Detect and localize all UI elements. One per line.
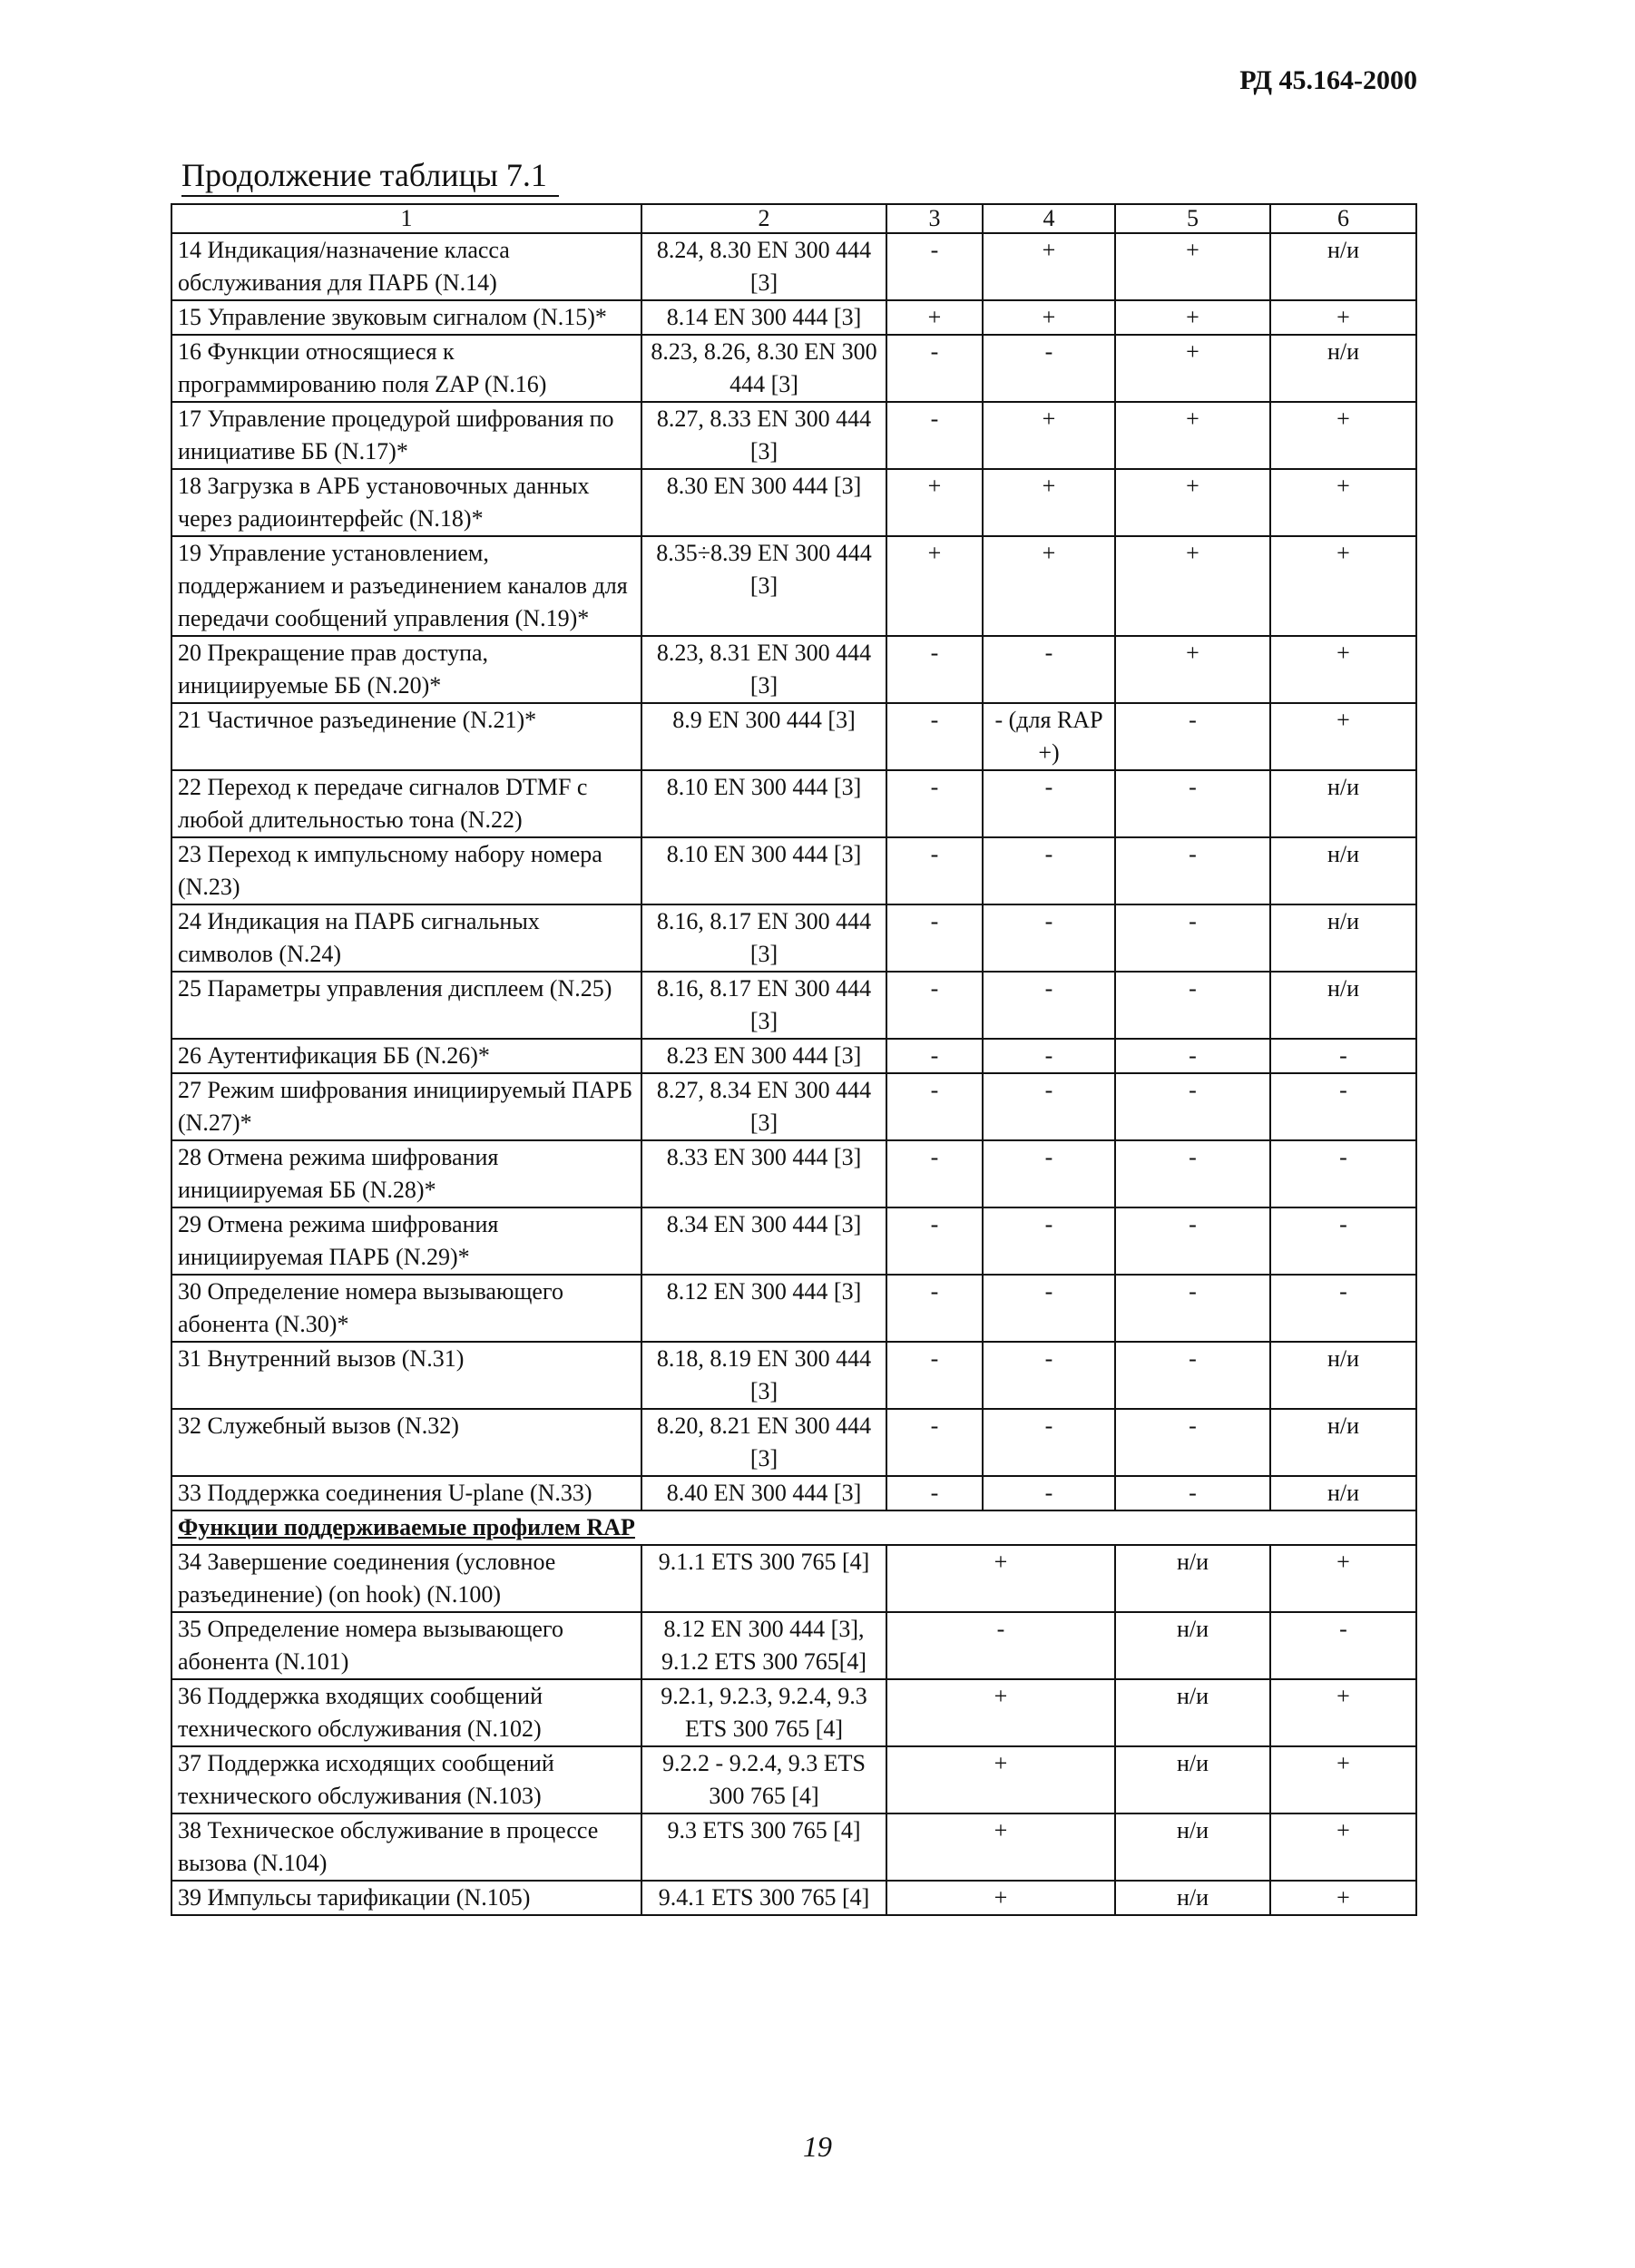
table-row (171, 1746, 1416, 1813)
document-code: РД 45.164-2000 (1239, 65, 1417, 95)
table-body (171, 204, 1416, 1915)
column-header: 4 (983, 204, 1115, 233)
table-cell: 30 Определение номера вызывающего абонента (N.30)* (171, 1275, 641, 1342)
table-cell: н/и (1270, 904, 1416, 972)
table-row (171, 469, 1416, 536)
table-cell: - (983, 770, 1115, 837)
table-cell: 16 Функции относящиеся к программированию поля ZAP (N.16) (171, 335, 641, 402)
table-cell: - (983, 972, 1115, 1039)
table-cell: + (983, 233, 1115, 300)
table-row (171, 1073, 1416, 1140)
table-cell: - (983, 1073, 1115, 1140)
table-cell: - (1270, 1275, 1416, 1342)
table-cell: 8.34 EN 300 444 [3] (641, 1207, 886, 1275)
table-cell: - (886, 1039, 983, 1073)
table-cell: - (886, 703, 983, 770)
table-cell: н/и (1115, 1679, 1270, 1746)
table-cell: - (1115, 1275, 1270, 1342)
table-row (171, 1476, 1416, 1510)
table-row (171, 536, 1416, 636)
table-row (171, 1679, 1416, 1746)
table-cell: 28 Отмена режима шифрования инициируемая ББ (N.28)* (171, 1140, 641, 1207)
table-cell: - (1115, 770, 1270, 837)
table-cell: 8.18, 8.19 EN 300 444 [3] (641, 1342, 886, 1409)
table-row (171, 972, 1416, 1039)
table-cell: н/и (1115, 1612, 1270, 1679)
table-cell: + (1270, 636, 1416, 703)
column-header: 6 (1270, 204, 1416, 233)
table-cell: 20 Прекращение прав доступа, инициируемые ББ (N.20)* (171, 636, 641, 703)
table-cell: 22 Переход к передаче сигналов DTMF с любой длительностью тона (N.22) (171, 770, 641, 837)
table-cell: 39 Импульсы тарификации (N.105) (171, 1881, 641, 1915)
table-cell: - (1270, 1140, 1416, 1207)
table-cell: - (1115, 837, 1270, 904)
requirements-table (171, 203, 1417, 1916)
table-cell: 8.10 EN 300 444 [3] (641, 837, 886, 904)
table-caption: Продолжение таблицы 7.1 (181, 157, 547, 193)
page-number: 19 (803, 2130, 832, 2163)
table-cell: - (983, 1409, 1115, 1476)
table-cell: Функции поддерживаемые профилем RAP (171, 1510, 1416, 1545)
table-cell: н/и (1115, 1545, 1270, 1612)
table-cell: 33 Поддержка соединения U-plane (N.33) (171, 1476, 641, 1510)
table-cell: 35 Определение номера вызывающего абонента (N.101) (171, 1612, 641, 1679)
table-cell: - (1115, 904, 1270, 972)
column-header: 3 (886, 204, 983, 233)
table-cell: н/и (1270, 1409, 1416, 1476)
table-cell: 8.9 EN 300 444 [3] (641, 703, 886, 770)
table-cell: + (1270, 1813, 1416, 1881)
table-cell: + (983, 469, 1115, 536)
table-cell: - (1115, 1476, 1270, 1510)
table-cell: - (1115, 1140, 1270, 1207)
table-cell: 9.2.1, 9.2.3, 9.2.4, 9.3 ETS 300 765 [4] (641, 1679, 886, 1746)
table-cell: 23 Переход к импульсному набору номера (N.23) (171, 837, 641, 904)
table-row (171, 636, 1416, 703)
table-cell: - (1270, 1612, 1416, 1679)
table-cell: - (886, 1275, 983, 1342)
table-cell: - (886, 636, 983, 703)
table-row (171, 904, 1416, 972)
table-cell: - (983, 1207, 1115, 1275)
table-cell: - (983, 1275, 1115, 1342)
table-row (171, 1813, 1416, 1881)
table-cell: 8.23, 8.31 EN 300 444 [3] (641, 636, 886, 703)
table-row (171, 1409, 1416, 1476)
table-cell: + (1270, 1746, 1416, 1813)
table-cell: - (983, 904, 1115, 972)
table-row (171, 837, 1416, 904)
table-cell: - (1115, 1039, 1270, 1073)
table-cell: н/и (1270, 837, 1416, 904)
table-cell: н/и (1270, 335, 1416, 402)
table-cell: 8.35÷8.39 EN 300 444 [3] (641, 536, 886, 636)
table-cell: н/и (1270, 1476, 1416, 1510)
table-cell: + (1270, 536, 1416, 636)
table-cell: + (1270, 1881, 1416, 1915)
table-cell: + (886, 1746, 1115, 1813)
table-cell: н/и (1115, 1881, 1270, 1915)
table-cell: 8.30 EN 300 444 [3] (641, 469, 886, 536)
column-header: 1 (171, 204, 641, 233)
table-row (171, 1039, 1416, 1073)
table-cell: 34 Завершение соединения (условное разъединение) (on hook) (N.100) (171, 1545, 641, 1612)
table-row (171, 1207, 1416, 1275)
table-cell: + (886, 1881, 1115, 1915)
table-cell: - (886, 837, 983, 904)
table-cell: + (1115, 402, 1270, 469)
table-row (171, 233, 1416, 300)
table-cell: 9.2.2 - 9.2.4, 9.3 ETS 300 765 [4] (641, 1746, 886, 1813)
table-cell: - (886, 335, 983, 402)
table-cell: 32 Служебный вызов (N.32) (171, 1409, 641, 1476)
table-cell: - (1270, 1039, 1416, 1073)
table-cell: 26 Аутентификация ББ (N.26)* (171, 1039, 641, 1073)
table-cell: 38 Техническое обслуживание в процессе вызова (N.104) (171, 1813, 641, 1881)
table-cell: - (886, 1342, 983, 1409)
table-cell: 19 Управление установлением, поддержанием и разъединением каналов для передачи сообщений управления (N.19)* (171, 536, 641, 636)
table-row (171, 770, 1416, 837)
table-cell: 21 Частичное разъединение (N.21)* (171, 703, 641, 770)
table-cell: - (983, 1140, 1115, 1207)
table-cell: + (1270, 469, 1416, 536)
table-cell: 8.14 EN 300 444 [3] (641, 300, 886, 335)
caption-underline (181, 195, 559, 197)
column-header: 2 (641, 204, 886, 233)
table-cell: + (983, 536, 1115, 636)
table-cell: - (1270, 1207, 1416, 1275)
table-cell: - (886, 972, 983, 1039)
table-cell: 29 Отмена режима шифрования инициируемая ПАРБ (N.29)* (171, 1207, 641, 1275)
table-cell: - (983, 335, 1115, 402)
table-row (171, 1275, 1416, 1342)
table-cell: - (886, 904, 983, 972)
table-row (171, 1342, 1416, 1409)
table-cell: 8.40 EN 300 444 [3] (641, 1476, 886, 1510)
table-cell: 9.4.1 ETS 300 765 [4] (641, 1881, 886, 1915)
table-row (171, 1612, 1416, 1679)
table-cell: - (983, 1039, 1115, 1073)
table-cell: + (886, 1545, 1115, 1612)
table-cell: + (1270, 300, 1416, 335)
table-cell: - (886, 1476, 983, 1510)
table-cell: 8.27, 8.33 EN 300 444 [3] (641, 402, 886, 469)
table-row (171, 1545, 1416, 1612)
table-cell: + (886, 536, 983, 636)
table-cell: + (1115, 469, 1270, 536)
table-cell: - (1115, 1409, 1270, 1476)
table-cell: - (1115, 1342, 1270, 1409)
table-cell: - (983, 1476, 1115, 1510)
table-cell: н/и (1270, 770, 1416, 837)
table-cell: 25 Параметры управления дисплеем (N.25) (171, 972, 641, 1039)
table-cell: 8.16, 8.17 EN 300 444 [3] (641, 972, 886, 1039)
table-cell: н/и (1270, 972, 1416, 1039)
table-cell: - (983, 1342, 1115, 1409)
table-cell: 18 Загрузка в АРБ установочных данных через радиоинтерфейс (N.18)* (171, 469, 641, 536)
table-cell: + (1115, 636, 1270, 703)
table-cell: 8.12 EN 300 444 [3] (641, 1275, 886, 1342)
table-cell: - (983, 837, 1115, 904)
table-header-row (171, 204, 1416, 233)
table-cell: + (886, 300, 983, 335)
table-cell: - (886, 1612, 1115, 1679)
table-row (171, 1140, 1416, 1207)
table-cell: 9.3 ETS 300 765 [4] (641, 1813, 886, 1881)
table-cell: 8.23, 8.26, 8.30 EN 300 444 [3] (641, 335, 886, 402)
table-cell: 24 Индикация на ПАРБ сигнальных символов (N.24) (171, 904, 641, 972)
table-cell: - (886, 1409, 983, 1476)
table-cell: - (886, 770, 983, 837)
table-row (171, 402, 1416, 469)
table-cell: - (886, 402, 983, 469)
table-cell: + (886, 1679, 1115, 1746)
table-cell: 8.27, 8.34 EN 300 444 [3] (641, 1073, 886, 1140)
table-cell: + (983, 402, 1115, 469)
table-cell: - (1115, 972, 1270, 1039)
table-cell: - (1115, 1207, 1270, 1275)
table-cell: 8.10 EN 300 444 [3] (641, 770, 886, 837)
column-header: 5 (1115, 204, 1270, 233)
table-cell: + (1270, 402, 1416, 469)
table-cell: 8.20, 8.21 EN 300 444 [3] (641, 1409, 886, 1476)
table-cell: + (1115, 233, 1270, 300)
table-row (171, 1881, 1416, 1915)
table-cell: - (1115, 703, 1270, 770)
table-row (171, 300, 1416, 335)
table-cell: + (1270, 1679, 1416, 1746)
table-cell: + (1270, 1545, 1416, 1612)
table-cell: 37 Поддержка исходящих сообщений технического обслуживания (N.103) (171, 1746, 641, 1813)
table-cell: + (1115, 536, 1270, 636)
table-cell: н/и (1270, 1342, 1416, 1409)
table-cell: - (886, 1073, 983, 1140)
table-cell: 17 Управление процедурой шифрования по инициативе ББ (N.17)* (171, 402, 641, 469)
table-cell: + (1115, 335, 1270, 402)
table-cell: - (886, 233, 983, 300)
table-cell: + (983, 300, 1115, 335)
table-cell: + (1115, 300, 1270, 335)
table-cell: 8.16, 8.17 EN 300 444 [3] (641, 904, 886, 972)
table-cell: 27 Режим шифрования инициируемый ПАРБ (N.27)* (171, 1073, 641, 1140)
table-cell: 14 Индикация/назначение класса обслуживания для ПАРБ (N.14) (171, 233, 641, 300)
table-cell: - (983, 636, 1115, 703)
table-row (171, 703, 1416, 770)
table-cell: + (886, 1813, 1115, 1881)
table-row (171, 335, 1416, 402)
table-cell: - (1270, 1073, 1416, 1140)
table-cell: - (для RAP +) (983, 703, 1115, 770)
table-cell: - (886, 1140, 983, 1207)
table-cell: 8.12 EN 300 444 [3], 9.1.2 ETS 300 765[4] (641, 1612, 886, 1679)
table-cell: + (1270, 703, 1416, 770)
section-row (171, 1510, 1416, 1545)
table-cell: - (1115, 1073, 1270, 1140)
table-cell: 36 Поддержка входящих сообщений технического обслуживания (N.102) (171, 1679, 641, 1746)
table-cell: н/и (1270, 233, 1416, 300)
table-cell: 8.23 EN 300 444 [3] (641, 1039, 886, 1073)
table-cell: - (886, 1207, 983, 1275)
table-cell: 15 Управление звуковым сигналом (N.15)* (171, 300, 641, 335)
table-cell: 31 Внутренний вызов (N.31) (171, 1342, 641, 1409)
table-cell: + (886, 469, 983, 536)
table-cell: н/и (1115, 1813, 1270, 1881)
table-cell: 8.24, 8.30 EN 300 444 [3] (641, 233, 886, 300)
table-cell: н/и (1115, 1746, 1270, 1813)
table-cell: 9.1.1 ETS 300 765 [4] (641, 1545, 886, 1612)
table-cell: 8.33 EN 300 444 [3] (641, 1140, 886, 1207)
